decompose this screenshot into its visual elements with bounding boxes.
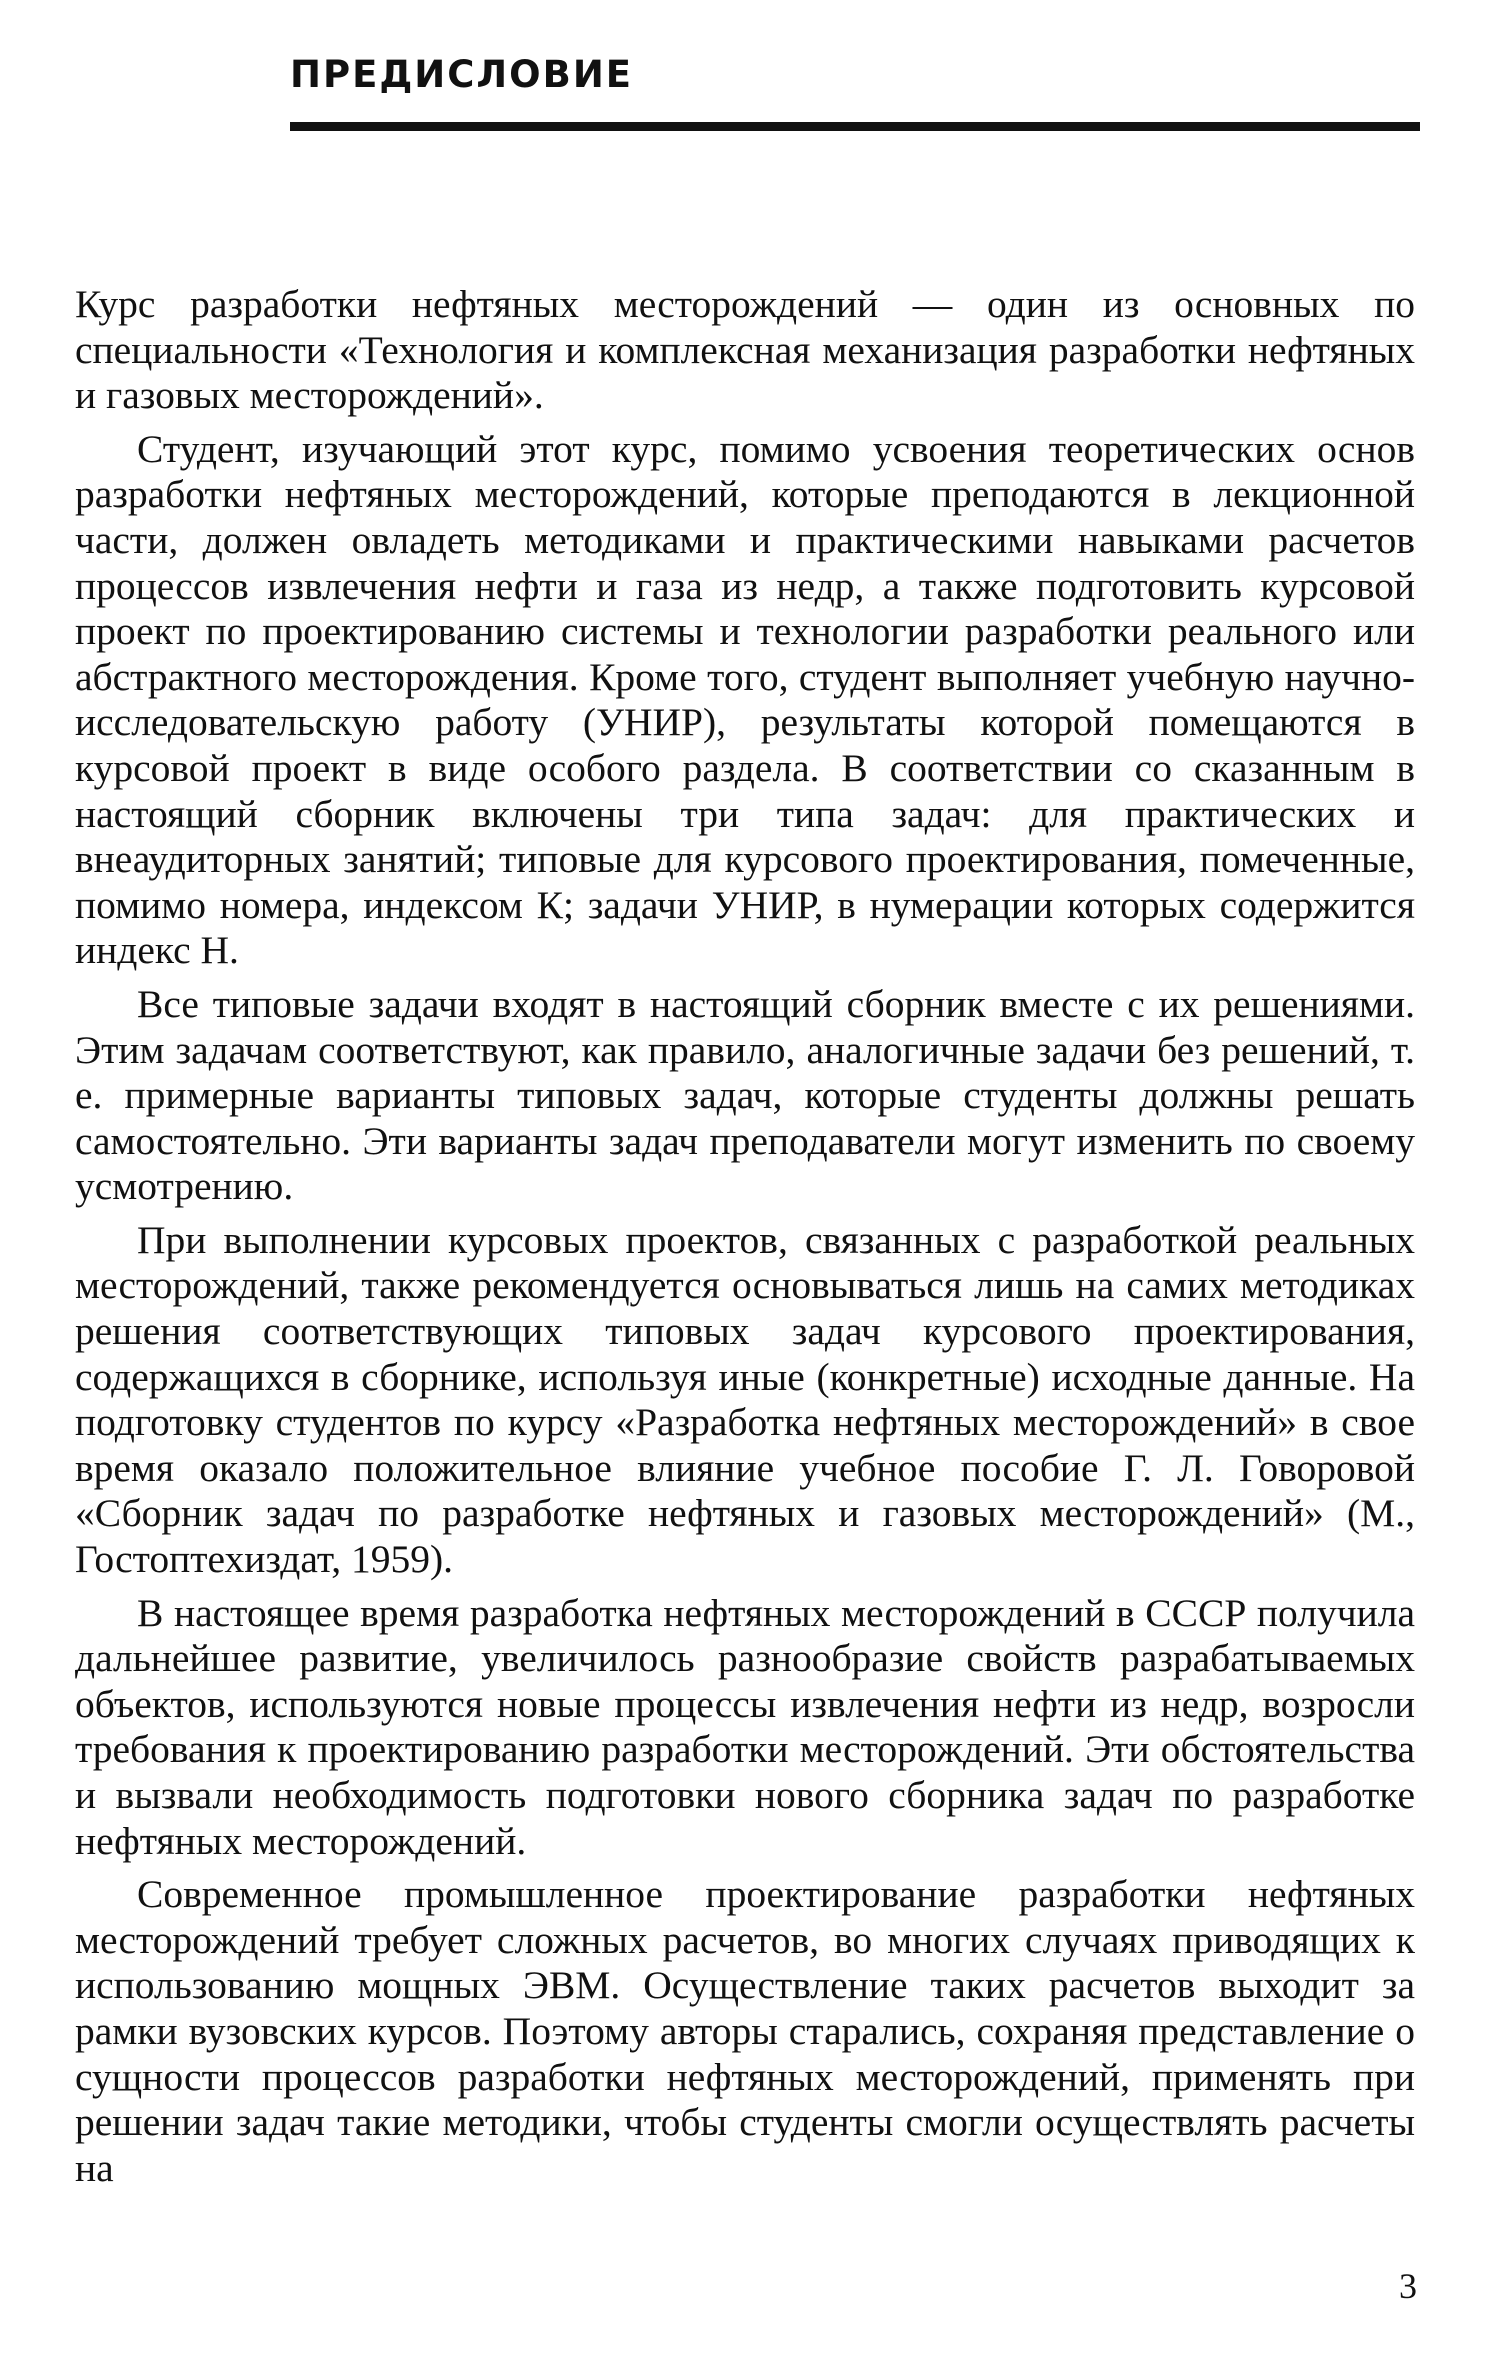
page-number: 3	[1399, 2266, 1417, 2306]
paragraph-6: Современное промышленное проектирование разработки нефтяных месторождений требует сложных расчетов, во многих случаях приводящих к использованию мощных ЭВМ. Осуществление таких расчетов выходит за рамки вузовских курсов. Поэтому авторы старались, сохраняя представление о сущности процессов разработки нефтяных месторождений, применять при решении задач такие методики, чтобы студенты смогли осуществлять расчеты на	[75, 1872, 1415, 2190]
body-text	[75, 282, 1415, 2199]
section-title: ПРЕДИСЛОВИЕ	[290, 53, 634, 96]
page-header	[290, 53, 1420, 96]
paragraph-2: Студент, изучающий этот курс, помимо усвоения теоретических основ разработки нефтяных месторождений, которые преподаются в лекционной части, должен овладеть методиками и практическими навыками расчетов процессов извлечения нефти и газа из недр, а также подготовить курсовой проект по проектированию системы и технологии разработки реального или абстрактного месторождения. Кроме того, студент выполняет учебную научно-исследовательскую работу (УНИР), результаты которой помещаются в курсовой проект в виде особого раздела. В соответствии со сказанным в настоящий сборник включены три типа задач: для практических и внеаудиторных занятий; типовые для курсового проектирования, помеченные, помимо номера, индексом К; задачи УНИР, в нумерации которых содержится индекс Н.	[75, 426, 1415, 973]
paragraph-3: Все типовые задачи входят в настоящий сборник вместе с их решениями. Этим задачам соответствуют, как правило, аналогичные задачи без решений, т. е. примерные варианты типовых задач, которые студенты должны решать самостоятельно. Эти варианты задач преподаватели могут изменить по своему усмотрению.	[75, 981, 1415, 1209]
paragraph-1: Курс разработки нефтяных месторождений — один из основных по специальности «Технология и комплексная механизация разработки нефтяных и газовых месторождений».	[75, 282, 1415, 418]
header-rule	[290, 122, 1420, 131]
paragraph-5: В настоящее время разработка нефтяных месторождений в СССР получила дальнейшее развитие, увеличилось разнообразие свойств разрабатываемых объектов, используются новые процессы извлечения нефти из недр, возросли требования к проектированию разработки месторождений. Эти обстоятельства и вызвали необходимость подготовки нового сборника задач по разработке нефтяных месторождений.	[75, 1590, 1415, 1863]
paragraph-4: При выполнении курсовых проектов, связанных с разработкой реальных месторождений, также рекомендуется основываться лишь на самих методиках решения соответствующих типовых задач курсового проектирования, содержащихся в сборнике, используя иные (конкретные) исходные данные. На подготовку студентов по курсу «Разработка нефтяных месторождений» в свое время оказало положительное влияние учебное пособие Г. Л. Говоровой «Сборник задач по разработке нефтяных и газовых месторождений» (М., Гостоптехиздат, 1959).	[75, 1217, 1415, 1582]
